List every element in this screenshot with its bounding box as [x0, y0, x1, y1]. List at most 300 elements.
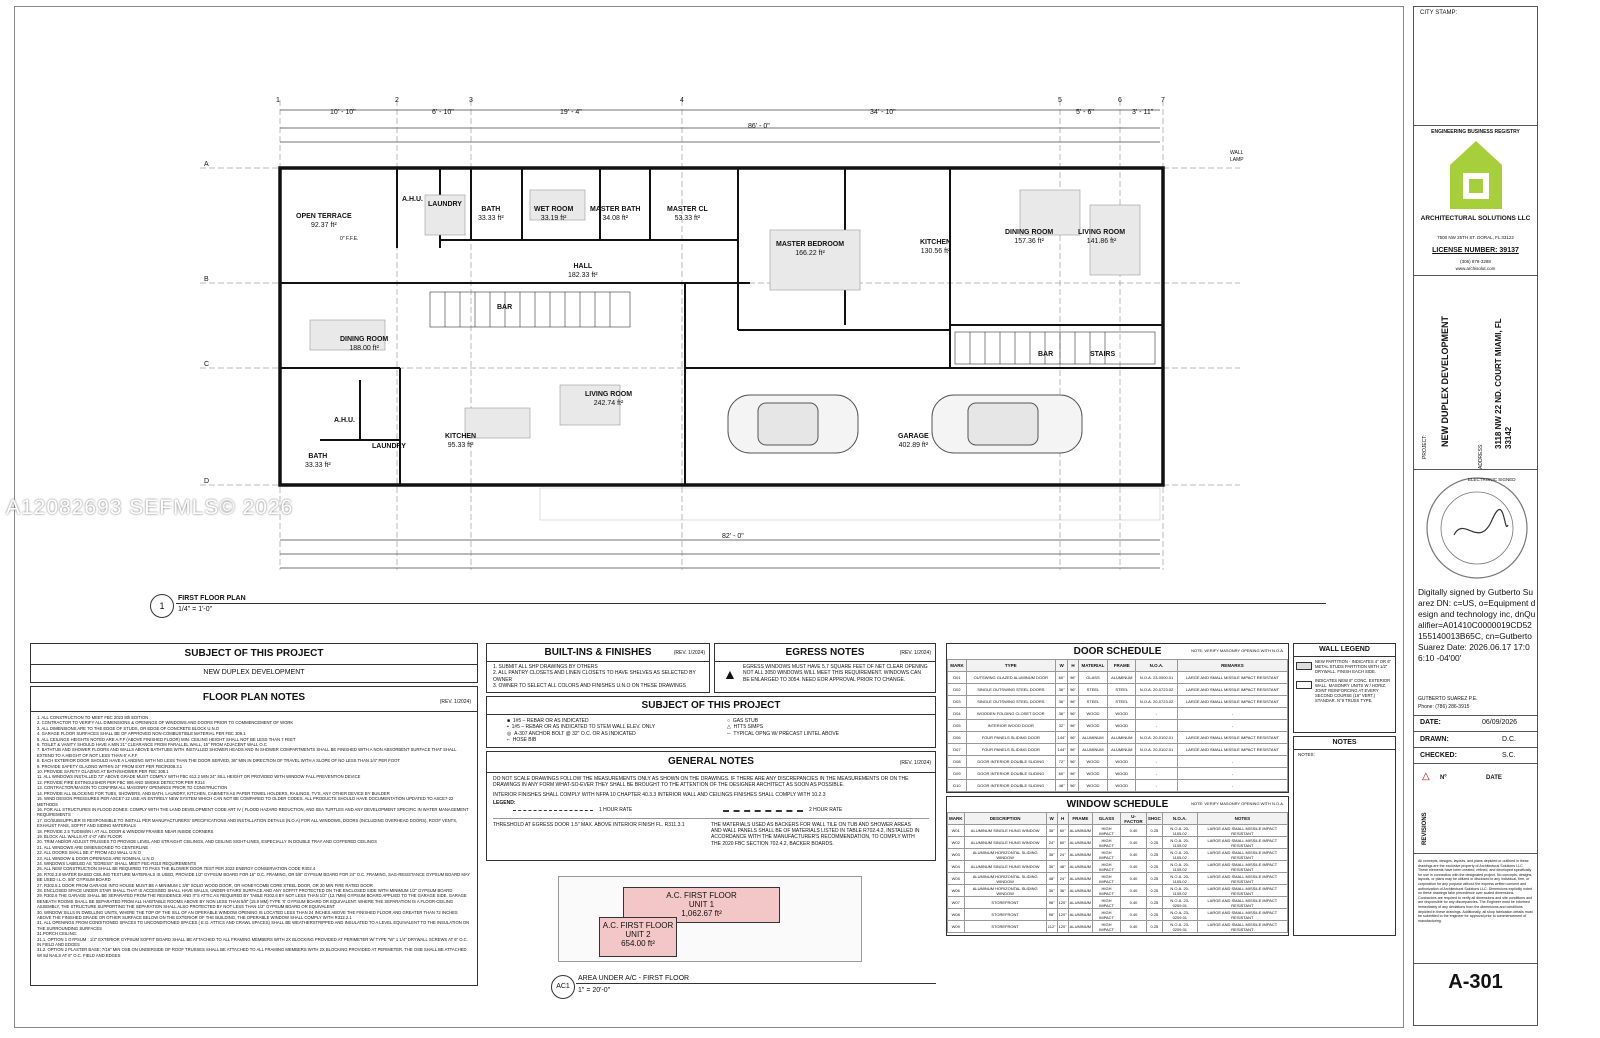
door-cell: -: [1136, 780, 1178, 792]
window-cell: HIGH IMPACT: [1093, 837, 1121, 849]
rule-5: [1414, 731, 1537, 732]
ac-unit-1-unit: ft²: [714, 909, 722, 918]
door-cell: LARGE AND SMALL MISSILE IMPACT RESISTANT: [1177, 744, 1287, 756]
window-cell: LARGE AND SMALL MISSILE IMPACT RESISTANT: [1197, 825, 1287, 837]
dim-top-4: 34' - 10": [870, 109, 896, 116]
rev-no-label: Nº: [1440, 775, 1447, 781]
project-info: [1422, 279, 1532, 469]
window-cell: N.O.A. 23-0209.01: [1162, 921, 1197, 933]
door-row: [948, 684, 1288, 696]
door-cell: 36": [1055, 696, 1068, 708]
floor-note-line: 6. TOILET & VANITY SHOULD HAVE A MIN 21" CLEARANCE FROM PARALLEL WALL, 15" FROM ADJACENT WALL O.C: [37, 742, 267, 748]
window-cell: STOREFRONT: [964, 921, 1046, 933]
window-header-cell: SHGC: [1146, 813, 1162, 825]
door-cell: 96": [1068, 780, 1078, 792]
grid-letters: [204, 160, 218, 500]
room-open-terrace: OPEN TERRACE 92.37 ft²: [296, 213, 352, 229]
window-header-cell: FRAME: [1068, 813, 1092, 825]
floor-note-line: 24. WINDOWS LABELED AS "EGRESS" SHALL MEET FBC-R310 REQUIREMENTS: [37, 860, 197, 866]
window-cell: ALUMINUM SINGLE HUNG WINDOW: [964, 825, 1046, 837]
door-cell: 36": [1055, 708, 1068, 720]
door-row: [948, 732, 1288, 744]
window-cell: LARGE AND SMALL MISSILE IMPACT RESISTANT: [1197, 861, 1287, 873]
door-row: [948, 672, 1288, 684]
door-cell: FOUR PANELS SLIDING DOOR: [966, 744, 1055, 756]
door-cell: DOOR INTERIOR DOUBLE SLIDING: [966, 768, 1055, 780]
window-cell: 112": [1046, 921, 1057, 933]
symbol-legend-box: [486, 696, 936, 748]
door-cell: WOOD: [1078, 756, 1108, 768]
registry-label: ENGINEERING BUSINESS REGISTRY: [1431, 129, 1520, 135]
window-cell: N.O.A. 20-1105.02: [1162, 885, 1197, 897]
window-cell: 0.40: [1121, 837, 1147, 849]
rule-2: [1414, 275, 1537, 276]
floor-note-line: 30. WINDOW SILLS IN DWELLING UNITS, WHERE THE TOP OF THE SILL OF AN OPERABLE WINDOW OPENING IS LOCATED LESS THAN 24 INCHES ABOVE THE FINISHED FLOOR AND GREATER THAN 72 INCHES ABOVE THE FINISHED GRADE OR OTHER SURFACE BELOW ON THE EXTERIOR OF THE BUILDING, THE OPERABLE WINDOW SHALL COMPLY WITH R312.2.1: [37, 909, 458, 921]
window-cell: LARGE AND SMALL MISSILE IMPACT RESISTANT: [1197, 885, 1287, 897]
room-bath-1: BATH 33.33 ft²: [478, 206, 504, 222]
door-cell: D04: [948, 708, 967, 720]
flame-icon: ▲: [723, 666, 737, 682]
project-name: NEW DUPLEX DEVELOPMENT: [1440, 315, 1450, 447]
door-header-cell: MARK: [948, 660, 967, 672]
door-header-cell: FRAME: [1108, 660, 1136, 672]
window-cell: 48": [1046, 873, 1057, 885]
address-label: ADDRESS:: [1478, 443, 1484, 469]
date-label: DATE:: [1420, 719, 1441, 726]
floor-note-line: 25. ALL NEW CONSTRUCTION SHALL BE REQUIRED TO PASS THE BLOWER DOOR TEST PER 2023 ENERGY CONSERVATION CODE R402.4: [37, 866, 316, 872]
company-name: ARCHITECTURAL SOLUTIONS LLC: [1420, 215, 1531, 222]
room-hall: HALL 182.33 ft²: [568, 263, 598, 279]
window-cell: 0.25: [1146, 837, 1162, 849]
window-header-cell: H: [1057, 813, 1068, 825]
window-cell: W02: [948, 837, 965, 849]
plan-title: FIRST FLOOR PLAN: [178, 595, 246, 602]
rule-8: [1414, 853, 1537, 854]
window-cell: HIGH IMPACT: [1093, 909, 1121, 921]
window-cell: HIGH IMPACT: [1093, 873, 1121, 885]
ac-unit-2-label: A.C. FIRST FLOOR: [602, 921, 674, 930]
engineer-name: GUTBERTO SUAREZ P.E.: [1418, 696, 1478, 702]
drawn-label: DRAWN:: [1420, 736, 1449, 743]
floor-notes-list: [31, 711, 477, 961]
company-address: 7500 NW 25TH ST. DORAL, FL 33122: [1437, 235, 1514, 240]
dim-bottom-overall: 82' - 0": [722, 533, 744, 540]
window-cell: 0.40: [1121, 849, 1147, 861]
door-cell: 96": [1068, 732, 1078, 744]
floor-note-line: 14. PROVIDE ALL BLOCKING FOR TUBS, SHOWERS, AND BATH, LAUNDRY, KITCHEN, CABINETS AS PAPER TOWEL HOLDERS, RAILINGS, TV'S, ANY OTHER DEVICE BY BUILDER: [37, 790, 390, 796]
window-cell: W05: [948, 873, 965, 885]
window-cell: HIGH IMPACT: [1093, 861, 1121, 873]
dim-top-6: 3' - 11": [1132, 109, 1154, 116]
floor-note-line: 9. PROVIDE SAFETY GLAZING WITHIN 24" FROM EXIT PER FBC/R308.3.1: [37, 763, 183, 769]
floor-note-line: 12. PROVIDE FIRE EXTINGUISHER PER FBC 906 AND SMOKE DETECTOR PER R314: [37, 779, 205, 785]
door-cell: WOOD: [1078, 768, 1108, 780]
window-row: [948, 885, 1288, 897]
window-cell: 0.25: [1146, 849, 1162, 861]
drawn-value: D.C.: [1502, 736, 1516, 743]
window-header-cell: NOTES: [1197, 813, 1287, 825]
floor-note-line: 22. ALL DOORS SHALL BE 4" FROM ADJ WALL U.N.O: [37, 850, 141, 856]
door-header-cell: MATERIAL: [1078, 660, 1108, 672]
egress-text: EGRESS WINDOWS MUST HAVE 5.7 SQUARE FEET OF NET CLEAR OPENING NOT ALL 3050 WINDOWS WILL MEET THIS REQUIREMENT. WINDOWS CAN BE ENLARGED TO 3054. NEED EOR APPROVAL PRIOR TO CHANGE.: [743, 664, 928, 683]
grid-d: D: [204, 478, 210, 485]
rule-9: [1414, 963, 1537, 964]
room-stairs: STAIRS: [1090, 351, 1116, 358]
window-cell: HIGH IMPACT: [1093, 885, 1121, 897]
window-cell: STOREFRONT: [964, 897, 1046, 909]
window-cell: LARGE AND SMALL MISSILE IMPACT RESISTANT: [1197, 849, 1287, 861]
window-cell: ALUMINUM SINGLE HUNG WINDOW: [964, 861, 1046, 873]
general-notes-box: [486, 751, 936, 861]
floor-plan-drawing: [160, 70, 1320, 630]
window-row: [948, 897, 1288, 909]
window-cell: 60": [1057, 825, 1068, 837]
window-row: [948, 921, 1288, 933]
floor-note-line: 10. PROVIDE SAFETY GLAZING AT BATH/SHOWER PER FBC 308.1: [37, 769, 169, 775]
general-notes-rev: (REV. 1/2024): [899, 760, 931, 766]
door-cell: D05: [948, 720, 967, 732]
window-cell: ALUMINUM SINGLE HUNG WINDOW: [964, 837, 1046, 849]
floor-note-line: 2. CONTRACTOR TO VERIFY ALL DIMENSIONS & OPENINGS OF WINDOWS AND DOORS PRIOR TO COMMENCEMENT OF WORK: [37, 720, 294, 726]
room-bar-1: BAR: [497, 304, 513, 311]
door-cell: -: [1177, 768, 1287, 780]
room-ahu-2: A.H.U.: [334, 417, 355, 424]
disclaimer: All concepts, designs, layouts, and plans depicted or outlined in these drawings are the exclusive property of Architectural Solutions LLC. These elements have been created, refined, and developed specifically for use in connection with the designated project. No concepts, designs, layouts, or plans may be utilized or disclosed to any individual, firm, or corporation for any purpose without the express written consent and authorization of Architectural Solutions LLC. Dimensions explicitly noted on these drawings take precedence over scaled dimensions. Contractors are required to verify all dimensions and site conditions and are responsible for any discrepancies. The Engineer must be informed immediately of any deviations from the dimensions and conditions depicted in these drawings. Additionally, all shop fabrication details must be submitted to the engineer for approval prior to commencement of manufacturing.: [1418, 859, 1533, 923]
door-header-cell: TYPE: [966, 660, 1055, 672]
door-cell: WOOD: [1108, 780, 1136, 792]
window-cell: 36": [1046, 861, 1057, 873]
window-cell: ALUMINUM: [1068, 921, 1092, 933]
room-kitchen-1: KITCHEN 130.56 ft²: [920, 239, 952, 255]
window-cell: W08: [948, 909, 965, 921]
door-schedule: [946, 643, 1289, 793]
door-cell: WOOD: [1108, 720, 1136, 732]
company-logo-icon: [1448, 139, 1504, 211]
ac-unit-2-sub: UNIT 2: [625, 930, 651, 939]
checked-label: CHECKED:: [1420, 752, 1457, 759]
floor-note-line: 29. R302.6 THE GARAGE SHALL BE SEPARATED FROM THE RESIDENCE AND IT'S ATTIC AS REQUIRED BY TABLE R302.6 BY NOT LESS THAN 1/2" (12.7MM) GYPSUM BOARD APPLIED TO THE GARAGE SIDE. GARAGE BENEATH ROOMS SHALL BE SEPARATED FROM ALL HABITABLE ROOMS ABOVE BY NON LESS THAN 5/8" (15.9 MM) TYPE 'X' GYPSUM BOARD OR EQUIVALENT. WHERE THE SEPARATION IS A FLOOR-CEILING ASSEMBLY, THE STRUCTURE SUPPORTING THE SEPARATION SHALL ALSO PROTECTED BY NOT LESS THAN 1/2" GYPSUM BOARD OR EQUIVALENT: [37, 893, 467, 910]
door-cell: WOOD: [1078, 708, 1108, 720]
door-cell: 60": [1055, 768, 1068, 780]
ac-unit-2: [599, 917, 677, 957]
window-cell: ALUMINUM: [1068, 909, 1092, 921]
door-cell: D01: [948, 672, 967, 684]
plan-number-bubble: 1: [150, 594, 174, 618]
door-cell: 72": [1055, 756, 1068, 768]
door-cell: STEEL: [1108, 684, 1136, 696]
project-address: 3118 NW 22 ND. COURT MIAMI, FL 33142: [1494, 318, 1513, 449]
door-cell: 96": [1068, 768, 1078, 780]
ac-unit-1-sub: UNIT 1: [688, 900, 715, 909]
door-row: [948, 696, 1288, 708]
door-header-cell: H: [1068, 660, 1078, 672]
grid-6: 6: [1118, 97, 1122, 104]
window-schedule-note: NOTE: VERIFY MASONRY OPENING WITH N.O.A.: [1191, 801, 1284, 806]
builtins-title: BUILT-INS & FINISHES: [544, 647, 652, 658]
door-row: [948, 780, 1288, 792]
door-header-cell: REMARKS: [1177, 660, 1287, 672]
window-header-cell: N.O.A.: [1162, 813, 1197, 825]
window-cell: 24": [1057, 849, 1068, 861]
door-schedule-title: DOOR SCHEDULE: [1073, 646, 1162, 657]
notes-box-label: NOTES:: [1294, 749, 1395, 759]
door-cell: DOOR INTERIOR DOUBLE SLIDING: [966, 780, 1055, 792]
floor-note-line: 17. GC/SUBSUPPLIER IS RESPONSIBLE TO INSTALL PER MANUFACTURERS' SPECIFICATIONS AND INSTALLATION DETAILS (N.O.A) FOR ALL WINDOWS, DOORS (INCLUDING OVERHEAD DOORS), ROOF VENTS, EXHAUST FANS, SOFFIT AND SIDING MATERIALS: [37, 817, 458, 829]
ffe-label: 0" F.F.E.: [340, 236, 359, 242]
door-cell: SINGLE OUTSWING STEEL DOORS: [966, 684, 1055, 696]
door-cell: WOODEN FOLDING CLOSET DOOR: [966, 708, 1055, 720]
grid-b: B: [204, 276, 209, 283]
room-master-bath: MASTER BATH 34.08 ft²: [590, 206, 641, 222]
door-cell: D02: [948, 684, 967, 696]
window-row: [948, 849, 1288, 861]
door-cell: D07: [948, 744, 967, 756]
room-living-1: LIVING ROOM 141.86 ft²: [1078, 229, 1126, 245]
window-cell: 24": [1057, 873, 1068, 885]
two-hour-label: 2 HOUR RATE: [809, 806, 843, 813]
door-cell: 96": [1068, 744, 1078, 756]
door-cell: GLASS: [1078, 672, 1108, 684]
exterior-wall-swatch: [1296, 681, 1312, 689]
ac-title-rule: [576, 983, 936, 984]
notes-box-title: NOTES: [1332, 739, 1357, 746]
signed-label: ELECTRONIC SIGNED: [1468, 477, 1516, 482]
room-bath-2: BATH 33.33 ft²: [305, 453, 331, 469]
door-schedule-note: NOTE: VERIFY MASONRY OPENING WITH N.O.A.: [1191, 648, 1284, 653]
window-cell: N.O.A. 20-1105.02: [1162, 837, 1197, 849]
door-cell: -: [1136, 768, 1178, 780]
window-row: [948, 909, 1288, 921]
door-cell: 48": [1055, 780, 1068, 792]
floor-note-line: 27. R302.5.1 DOOR FROM GARAGE INTO HOUSE MUST BE A MINIMUM 1 3/8" SOLID WOOD DOOR, OR HONEYCOMB CORE STEEL DOOR, OR 20 MIN FIRE RATED DOOR: [37, 882, 373, 888]
window-row: [948, 861, 1288, 873]
dim-top-2: 6' - 10": [432, 109, 454, 116]
floor-note-line: 7. BATHTUB AND SHOWER FLOORS AND WALLS ABOVE BATHTUBS WITH INSTALLED SHOWER HEADS AND IN SHOWER COMPARTMENTS SHALL BE FINISHED WITH A NON ABSORBENT SURFACE THAT SHALL EXTEND TO A HEIGHT OF NOT LESS THAN 6' A.F.F: [37, 747, 457, 758]
partition-swatch: [1296, 662, 1312, 670]
window-cell: 0.25: [1146, 921, 1162, 933]
builtins-line-2: 2. ALL PANTRY CLOSETS AND LINEN CLOSETS TO HAVE SHELVES AS SELECTED BY OWNER: [493, 670, 696, 683]
revisions-label: REVISIONS: [1422, 812, 1428, 845]
window-cell: 60": [1057, 837, 1068, 849]
window-cell: ALUMINUM: [1068, 885, 1092, 897]
floor-note-line: 23. ALL WINDOW & DOOR OPENINGS ARE NOMINAL U.N.O: [37, 855, 154, 861]
builtins-box: [486, 643, 710, 693]
window-schedule-title: WINDOW SCHEDULE: [1066, 799, 1169, 810]
dim-overall: 86' - 0": [748, 123, 770, 130]
room-garage: GARAGE 402.89 ft²: [898, 433, 929, 449]
floor-note-line: 31.2. OPTION 2 PLASTER BASE: 7/16" MIN OSB ON UNDERSIDE OF ROOF TRUSSES SHALL BE ATTACHED TO ALL FRAMING MEMBERS WITH 2X BLOCKING PROVIDED AT PERIMETER. THE OSB SHALL BE ATTACHED W/ 8d NAILS AT 6" O.C. FIELD AND EDGES: [37, 947, 467, 958]
window-row: [948, 825, 1288, 837]
window-cell: 120": [1057, 909, 1068, 921]
room-master-bedroom: MASTER BEDROOM 166.22 ft²: [776, 241, 845, 257]
room-master-closet: MASTER CL 53.33 ft²: [667, 206, 708, 222]
door-cell: -: [1136, 756, 1178, 768]
grid-3: 3: [469, 97, 473, 104]
door-cell: 32": [1055, 720, 1068, 732]
door-cell: ALUMINUM: [1108, 744, 1136, 756]
room-laundry-2: LAUNDRY: [372, 443, 406, 450]
company-web: www.archisolut.com: [1455, 266, 1496, 271]
dim-top-5: 5' - 6": [1076, 109, 1094, 116]
window-cell: N.O.A. 23-0209.01: [1162, 909, 1197, 921]
door-cell: 96": [1068, 708, 1078, 720]
door-cell: STEEL: [1078, 696, 1108, 708]
window-cell: ALUMINUM: [1068, 897, 1092, 909]
general-notes-title: GENERAL NOTES: [668, 756, 754, 767]
floor-note-line: 11. ALL WINDOWS INSTALLED 72" ABOVE GRADE MUST COMPLY WITH FBC 612.2 MIN 24" SILL HEIGHT OR PROVIDED WITH WINDOW FALL PREVENTION DEVICE: [37, 774, 361, 780]
floor-note-line: 16. FOR ALL STRUCTURES IN FLOOD ZONES: COMPLY WITH THE LAND DEVELOPMENT CODE ART IV ( FLOOD HAZARD REDUCTION, AND SEA TURTLES AND ANY DEVELOPMENT SPECIFIC IN WATER MANAGEMENT REQUIREMENTS: [37, 806, 469, 818]
door-cell: LARGE AND SMALL MISSILE IMPACT RESISTANT: [1177, 672, 1287, 684]
city-stamp-label: CITY STAMP:: [1420, 10, 1458, 16]
window-row: [948, 837, 1288, 849]
rule-3: [1414, 469, 1537, 470]
wall-lamp-label: WALL LAMP: [1230, 150, 1244, 163]
window-cell: 48": [1057, 861, 1068, 873]
door-cell: ALUMINUM: [1108, 672, 1136, 684]
subject-value: NEW DUPLEX DEVELOPMENT: [31, 664, 477, 676]
one-hour-label: 1 HOUR RATE: [599, 806, 633, 813]
legend-anchor-bolt: ◎ A-307 ANCHOR BOLT @ 32" O.C. OR AS INDICATED: [507, 730, 636, 737]
door-cell: OUTSWING GLAZED ALUMINUM DOOR: [966, 672, 1055, 684]
window-schedule-table: [947, 812, 1288, 933]
egress-box: [714, 643, 936, 693]
ac-unit-1-label: A.C. FIRST FLOOR: [666, 891, 737, 900]
window-header-cell: GLASS: [1093, 813, 1121, 825]
engineer-phone: Phone: (786) 286-3915: [1418, 704, 1470, 710]
plan-title-rule: [176, 603, 1326, 604]
window-header-cell: W: [1046, 813, 1057, 825]
window-header-cell: DESCRIPTION: [964, 813, 1046, 825]
window-cell: 96": [1046, 909, 1057, 921]
grid-bubble-row: [270, 96, 1190, 110]
engineer-seal-icon: [1424, 475, 1530, 581]
window-cell: 0.40: [1121, 897, 1147, 909]
ac-unit-1-area: 1,062.67: [681, 909, 713, 918]
door-cell: WOOD: [1108, 708, 1136, 720]
window-cell: HIGH IMPACT: [1093, 897, 1121, 909]
project-label: PROJECT:: [1422, 434, 1428, 459]
window-cell: W04: [948, 861, 965, 873]
checked-value: S.C.: [1502, 752, 1516, 759]
legend-rebar-stem: ▪ 1#5 – REBAR OR AS INDICATED TO STEM WALL ELEV. ONLY: [507, 724, 656, 731]
window-cell: 120": [1057, 921, 1068, 933]
window-cell: 36": [1046, 885, 1057, 897]
rule-4: [1414, 715, 1537, 716]
builtins-rev: (REV. 1/2024): [673, 650, 705, 656]
window-cell: 0.40: [1121, 873, 1147, 885]
floor-note-line: 26. R702.3.8 WATER BASED CEILING TEXTURE MATERIALS IS USED, PROVIDE 1/2" GYPSUM BOARD FOR 16" O.C. FRAMING, OR 5/8" GYPSUM BOARD FOR 24" O.C. FRAMING, SAG-RESISTANCE GYPSUM BOARD MAY BE USED I.L.O. 5/8" GYPSUM BOARD: [37, 871, 471, 883]
builtins-line-3: 3. OWNER TO SELECT ALL COLORS AND FINISHES U.N.O ON THESE DRAWINGS: [493, 682, 686, 689]
door-cell: D09: [948, 768, 967, 780]
room-kitchen-2: KITCHEN 95.33 ft²: [445, 433, 477, 449]
room-dining-2: DINING ROOM 188.00 ft²: [340, 336, 389, 352]
window-cell: 36": [1057, 885, 1068, 897]
door-cell: D06: [948, 732, 967, 744]
window-cell: W06: [948, 885, 965, 897]
grid-5: 5: [1058, 97, 1062, 104]
window-cell: N.O.A. 20-1105.02: [1162, 849, 1197, 861]
window-cell: 36": [1046, 825, 1057, 837]
sheet-number: A-301: [1448, 971, 1503, 993]
window-cell: LARGE AND SMALL MISSILE IMPACT RESISTANT: [1197, 909, 1287, 921]
wall-legend-item-1: NEW PARTITION - INDICATES 4" OR 6" METAL STUDS PARTITION WITH 1/2" DRYWALL. FINISH EACH SIDE.: [1315, 659, 1392, 674]
window-cell: ALUMINUM: [1068, 837, 1092, 849]
window-cell: ALUMINUM HORIZONTAL SLIDING WINDOW: [964, 849, 1046, 861]
window-cell: W07: [948, 897, 965, 909]
window-cell: LARGE AND SMALL MISSILE IMPACT RESISTANT: [1197, 873, 1287, 885]
door-cell: 36": [1055, 684, 1068, 696]
ac-area-diagram: [558, 876, 862, 962]
digital-signature: Digitally signed by Gutberto Suarez DN: c=US, o=Equipment design and technology inc, dnQualifier=A01410C0000019CD52155140013B65C, cn=Gutberto Suarez Date: 2026.06.17 17:06:10 -04'00': [1418, 587, 1536, 663]
symbol-legend-title: SUBJECT OF THIS PROJECT: [641, 700, 781, 711]
room-wet-room: WET ROOM 33.19 ft²: [534, 206, 574, 222]
door-cell: N.O.A. 20-0723.02: [1136, 696, 1178, 708]
room-dining-1: DINING ROOM 157.36 ft²: [1005, 229, 1054, 245]
door-cell: INTERIOR WOOD DOOR: [966, 720, 1055, 732]
door-cell: D03: [948, 696, 967, 708]
ac-area-title: AREA UNDER A/C - FIRST FLOOR: [578, 975, 690, 982]
window-cell: ALUMINUM: [1068, 873, 1092, 885]
window-header-cell: U-FACTOR: [1121, 813, 1147, 825]
door-header-cell: N.O.A.: [1136, 660, 1178, 672]
backers-note: THE MATERIALS USED AS BACKERS FOR WALL TILE ON TUB AND SHOWER AREAS AND WALL PANELS SHALL BE OF MATERIALS LISTED IN TABLE R702.4.2, INSTALLED IN ACCORDANCE WITH THE MANUFACTURER'S RECOMMENDATION, TO COMPLY WITH THE 2020 FBC SECTION 702.4.2, BACKER BOARDS.: [711, 821, 920, 847]
grid-2: 2: [395, 97, 399, 104]
floor-note-line: 8. EACH EXTERIOR DOOR SHOULD HAVE A LANDING WITH NO LESS THAN THE DOOR SERVED, 36" MIN IN DIRECTION OF TRAVEL WITH A SLOPE OF NO LESS THAN 1/4" PER FOOT: [37, 758, 400, 764]
two-hour-line: [723, 810, 803, 812]
door-cell: D08: [948, 756, 967, 768]
one-hour-line: [513, 810, 593, 811]
floor-note-line: 3. ALL DIMENSIONS ARE TO THE EDGE OF STUDS, OR EDGE OF CONCRETE BLOCK U.N.O: [37, 725, 220, 731]
threshold-note: THRESHOLD AT EGRESS DOOR 1.5" MAX. ABOVE INTERIOR FINISH FL. R311.3.1: [493, 821, 685, 828]
window-cell: W09: [948, 921, 965, 933]
window-cell: W01: [948, 825, 965, 837]
door-cell: ALUMINUM: [1108, 732, 1136, 744]
rule-7: [1414, 763, 1537, 764]
window-cell: 0.40: [1121, 861, 1147, 873]
window-cell: 24": [1046, 837, 1057, 849]
subject-title: SUBJECT OF THIS PROJECT: [184, 648, 324, 659]
legend-lintel: ─ TYPICAL OPNG W/ PRECAST LINTEL ABOVE: [727, 730, 840, 737]
floor-note-line: 18. PROVIDE 2.5 TUDSM/IN I AT ALL DOOR & WINDOW FRAMES NEAR INSIDE CORNERS: [37, 828, 214, 834]
door-cell: DOOR INTERIOR DOUBLE SLIDING: [966, 756, 1055, 768]
window-cell: N.O.A. 20-1105.02: [1162, 873, 1197, 885]
door-header-cell: W: [1055, 660, 1068, 672]
title-block: [1413, 6, 1538, 1026]
plan-scale: 1/4" = 1'-0": [178, 606, 213, 613]
door-cell: 144": [1055, 744, 1068, 756]
window-cell: LARGE AND SMALL MISSILE IMPACT RESISTANT: [1197, 837, 1287, 849]
floor-note-line: 13. CONTRACTOR/MASON TO CONFIRM ALL MASONRY OPENINGS PRIOR TO CONSTRUCTION: [37, 785, 228, 791]
door-cell: 96": [1068, 720, 1078, 732]
license-number: LICENSE NUMBER: 39137: [1432, 247, 1519, 254]
floor-note-line: 21. ALL WINDOWS ARE DIMENSIONED TO CENTERLINE: [37, 844, 149, 850]
door-cell: WOOD: [1078, 720, 1108, 732]
door-cell: 96": [1068, 756, 1078, 768]
grid-4: 4: [680, 97, 684, 104]
door-cell: -: [1177, 720, 1287, 732]
window-cell: 0.25: [1146, 885, 1162, 897]
door-cell: N.O.A. 20-0102.01: [1136, 732, 1178, 744]
mls-watermark: A12082693 SEFMLS© 2026: [6, 496, 294, 519]
floor-note-line: 31.1. OPTION 1 GYPSUM : 1/2" EXTERIOR GYPSUM SOFFIT BOARD SHALL BE ATTACHED TO ALL FRAMING MEMBERS WITH 2X BLOCKING PROVIDED AT PERIMETER W/ TYPE "W" 1 1/4" DRYWALL SCREWS AT 6" O.C. IN FIELD AND EDGES: [37, 936, 468, 948]
window-cell: ALUMINUM: [1068, 849, 1092, 861]
floor-note-line: 4. GARAGE FLOOR SURFACES SHALL BE OF APPROVED NON-COMBUSTIBLE MATERIAL PER FBC 309.1: [37, 731, 246, 737]
wall-legend-item-2: INDICATES NEW 8" CONC. EXTERIOR WALL. MASONRY UNITS W / HORIZ. JOINT REINFORCING AT EVERY SECOND COURSE (16" VERT.) STANDAR. N°9 TRUSS TYPE.: [1315, 678, 1391, 703]
legend-label: LEGEND:: [493, 799, 516, 806]
wall-legend: [1293, 643, 1396, 733]
window-cell: N.O.A. 23-0209.01: [1162, 897, 1197, 909]
ac-ref-bubble: AC1: [551, 975, 575, 999]
